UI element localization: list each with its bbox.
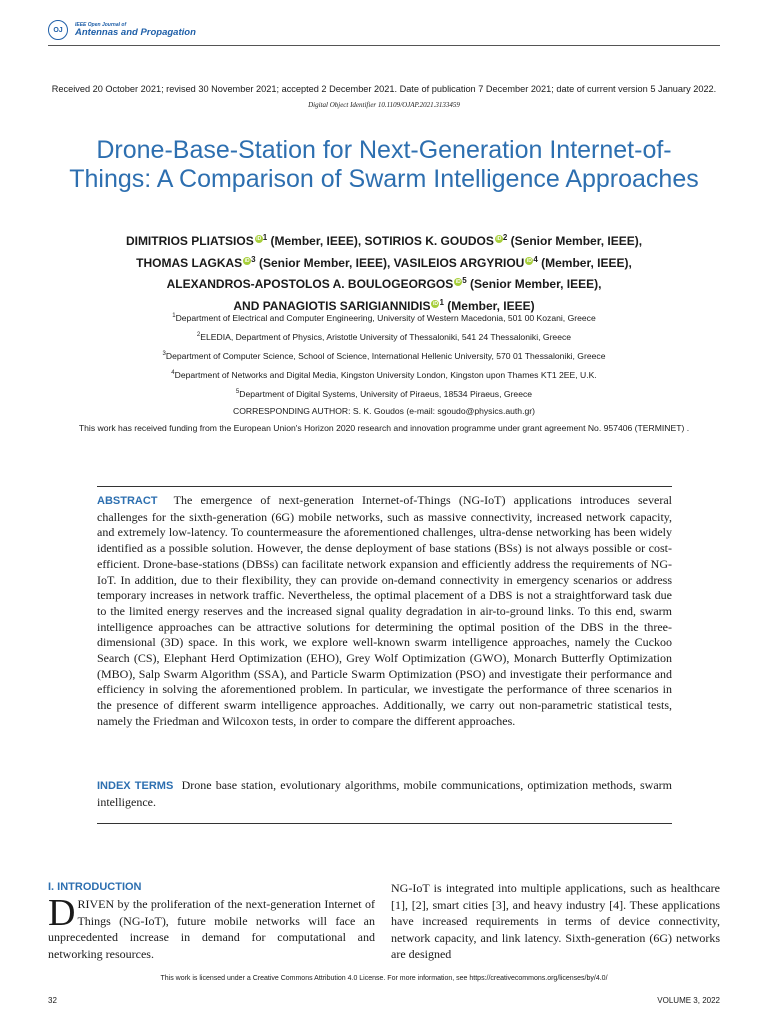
author-name: VASILEIOS ARGYRIOU [393, 255, 525, 270]
author-list [60, 229, 708, 315]
doi-line: Digital Object Identifier 10.1109/OJAP.2021.3133459 [308, 101, 460, 109]
author-affil-sup: 5 [462, 276, 467, 285]
affiliation-item: $^2$ELEDIA, Department of Physics, Aristotle University of Thessaloniki, 541 24 Thessaloniki, Greece [196, 331, 572, 342]
affiliation-item: $^1$Department of Electrical and Computer Engineering, University of Western Macedonia, 501 00 Kozani, Greece [172, 312, 596, 323]
author-affil-sup: 3 [251, 254, 256, 264]
journal-logo [48, 20, 196, 40]
author-name: AND PANAGIOTIS SARIGIANNIDIS [233, 298, 431, 313]
index-terms-text: Drone base station, evolutionary algorithms, mobile communications, optimization methods, swarm intelligence. [97, 778, 672, 809]
header-rule [48, 45, 720, 46]
drop-cap: D [48, 892, 76, 934]
intro-left-text: RIVEN by the proliferation of the next-generation Internet of Things (NG-IoT), future mobile networks will face an unprecedented increase in demand for computational and networking resources. [48, 897, 375, 961]
author-role: (Member, IEEE), [537, 255, 632, 270]
journal-title-block [75, 23, 196, 38]
affiliation-item: $^5$Department of Digital Systems, University of Piraeus, 18534 Piraeus, Greece [235, 388, 533, 399]
author-name: DIMITRIOS PLIATSIOS [125, 234, 254, 248]
author-name: ALEXANDROS-APOSTOLOS A. BOULOGEORGOS [166, 277, 454, 291]
orcid-icon[interactable]: iD [256, 236, 262, 242]
funding-note: This work has received funding from the European Union's Horizon 2020 research and innovation programme under grant agreement No. 957406 (TERMINET) . [78, 422, 690, 433]
abstract-bottom-rule [97, 823, 672, 824]
author-affil-sup: 1 [262, 233, 268, 242]
intro-right-column: NG-IoT is integrated into multiple applications, such as healthcare [1], [2], smart cities [3], and heavy industry [4]. These applications have increased requirements in terms of device connectivity, network capacity, and link latency. Sixth-generation (6G) networks are designed [391, 881, 720, 961]
orcid-icon[interactable]: iD [455, 279, 461, 285]
author-role: (Senior Member, IEEE), [255, 255, 394, 270]
corresponding-author: CORRESPONDING AUTHOR: S. K. Goudos (e-mail: sgoudo@physics.auth.gr) [233, 405, 535, 416]
abstract [97, 493, 672, 730]
received-dates: Received 20 October 2021; revised 30 November 2021; accepted 2 December 2021. Date of publication 7 December 2021; date of current version 5 January 2022. [51, 84, 717, 94]
paper-title: Drone-Base-Station for Next-Generation Internet-of-Things: A Comparison of Swarm Intelligence Approaches [69, 136, 699, 193]
abstract-text: The emergence of next-generation Internet-of-Things (NG-IoT) applications introduces several challenges for the sixth-generation (6G) mobile networks, such as massive connectivity, increased network capacity, and extremely low-latency. To countermeasure the aforementioned challenges, ultra-dense networking has been widely identified as a possible solution. However, the dense deployment of base stations (BSs) is not always possible or cost-efficient. Drone-base-stations (DBSs) can facilitate network expansion and efficiently address the requirements of NG-IoT. In addition, due to their flexibility, they can provide on-demand connectivity in emergency scenarios or address temporary increases in network traffic. Nevertheless, the optimal placement of a DBS is not a straightforward task due to the limited energy reserves and the increased signal quality degradation in air-to-ground links. To this end, swarm intelligence approaches can be attractive solutions for determining the optimal position of the DBS in the three-dimensional (3D) space. In this work, we explore well-known swarm intelligence approaches, namely the Cuckoo Search (CS), Elephant Herd Optimization (EHO), Grey Wolf Optimization (GWO), Monarch Butterfly Optimization (MBO), Salp Swarm Algorithm (SSA), and Particle Swarm Optimization (PSO) and investigate their performance and efficiency in solving the aforementioned problem. In particular, we investigate the performance of three scenarios in the presence of different swarm intelligence approaches. Additionally, we carry out non-parametric statistical tests, namely the Friedman and Wilcoxon tests, in order to compare the different approaches. [97, 493, 672, 728]
author-role: (Senior Member, IEEE), [466, 277, 602, 291]
journal-small-title: IEEE Open Journal of [75, 21, 127, 28]
author-line [60, 229, 708, 251]
author-affil-sup: 1 [439, 297, 444, 307]
page-number: 32 [48, 996, 57, 1005]
affiliation-item: $^3$Department of Computer Science, School of Science, International Hellenic University, 570 01 Thessaloniki, Greece [162, 350, 606, 361]
orcid-icon[interactable]: iD [496, 236, 502, 242]
author-name: SOTIRIOS K. GOUDOS [364, 234, 494, 248]
orcid-icon[interactable]: iD [432, 300, 438, 307]
author-affil-sup: 2 [502, 233, 508, 242]
author-role: (Member, IEEE), [267, 234, 365, 248]
orcid-icon[interactable]: iD [526, 257, 532, 264]
author-role: (Senior Member, IEEE), [507, 234, 643, 248]
volume-info: VOLUME 3, 2022 [657, 996, 720, 1005]
affiliations [40, 308, 728, 437]
intro-left-column [48, 892, 375, 962]
author-name: THOMAS LAGKAS [136, 255, 243, 270]
author-line [60, 251, 708, 273]
affiliation-item: $^4$Department of Networks and Digital Media, Kingston University London, Kingston upon Thames KT1 2EE, U.K. [171, 369, 597, 380]
author-line [60, 272, 708, 294]
license-note: This work is licensed under a Creative Commons Attribution 4.0 License. For more information, see https://creativecommons.org/licenses/by/4.0/ [160, 975, 608, 982]
abstract-label: ABSTRACT [97, 495, 158, 507]
journal-name: Antennas and Propagation [75, 26, 196, 38]
author-affil-sup: 4 [533, 254, 538, 264]
ieee-oj-logo-icon: OJ [48, 20, 68, 40]
index-terms-label: INDEX TERMS [97, 780, 174, 792]
section-heading: I. INTRODUCTION [48, 881, 142, 893]
author-role: (Member, IEEE) [443, 298, 535, 313]
index-terms [97, 778, 672, 810]
abstract-top-rule [97, 486, 672, 487]
orcid-icon[interactable]: iD [244, 257, 250, 264]
